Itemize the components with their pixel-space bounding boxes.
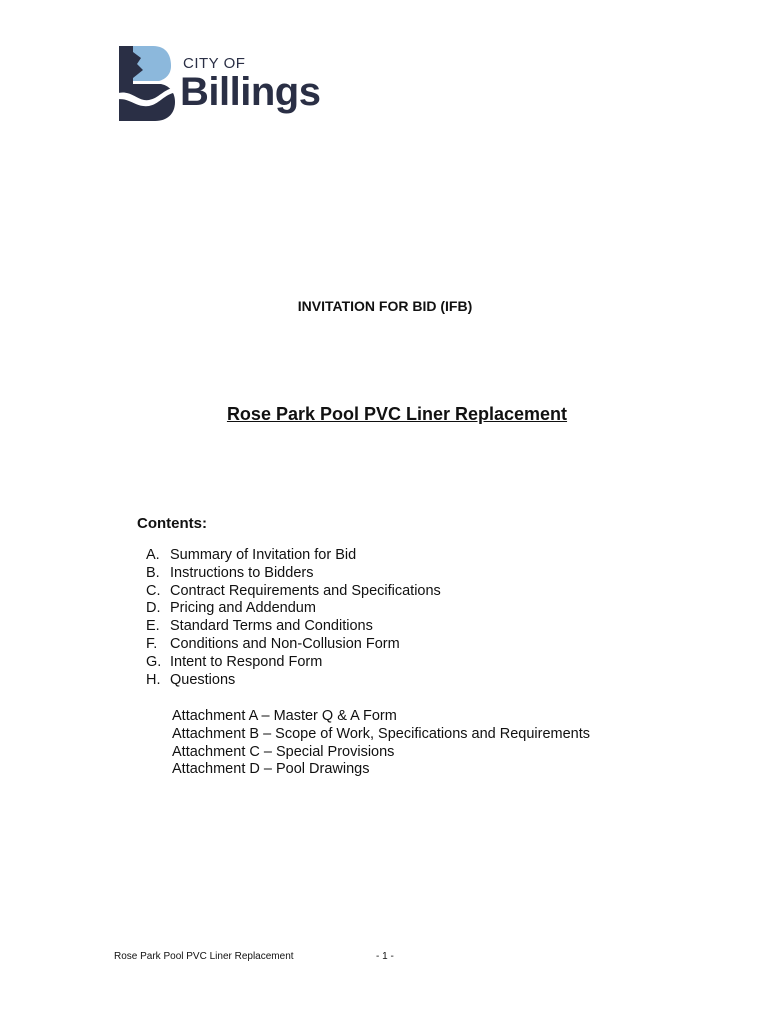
attachment-d: Attachment D – Pool Drawings <box>172 761 370 778</box>
ifb-heading: INVITATION FOR BID (IFB) <box>297 298 473 314</box>
attachments-list <box>172 708 590 779</box>
attachment-b: Attachment B – Scope of Work, Specifications and Requirements <box>172 725 591 742</box>
contents-item-g: G. Intent to Respond Form <box>146 653 323 670</box>
contents-item-f: F. Conditions and Non-Collusion Form <box>146 635 400 652</box>
contents-item-b: B. Instructions to Bidders <box>146 564 314 581</box>
attachment-a: Attachment A – Master Q & A Form <box>172 708 397 724</box>
contents-list <box>146 547 441 689</box>
contents-heading: Contents: <box>137 515 207 532</box>
footer-document-name: Rose Park Pool PVC Liner Replacement <box>114 951 294 962</box>
logo-billings-text: Billings <box>180 70 321 114</box>
logo-city-of-text: CITY OF <box>183 55 246 72</box>
contents-item-a: A. Summary of Invitation for Bid <box>146 547 357 563</box>
billings-b-mark-icon <box>113 44 175 122</box>
footer-page-number: - 1 - <box>376 951 394 962</box>
contents-item-d: D. Pricing and Addendum <box>146 600 316 617</box>
contents-item-e: E. Standard Terms and Conditions <box>146 618 373 635</box>
contents-item-c: C. Contract Requirements and Specifications <box>146 582 441 599</box>
city-of-billings-logo <box>113 44 321 124</box>
contents-item-h: H. Questions <box>146 671 236 688</box>
document-title: Rose Park Pool PVC Liner Replacement <box>226 404 568 424</box>
attachment-c: Attachment C – Special Provisions <box>172 743 395 760</box>
